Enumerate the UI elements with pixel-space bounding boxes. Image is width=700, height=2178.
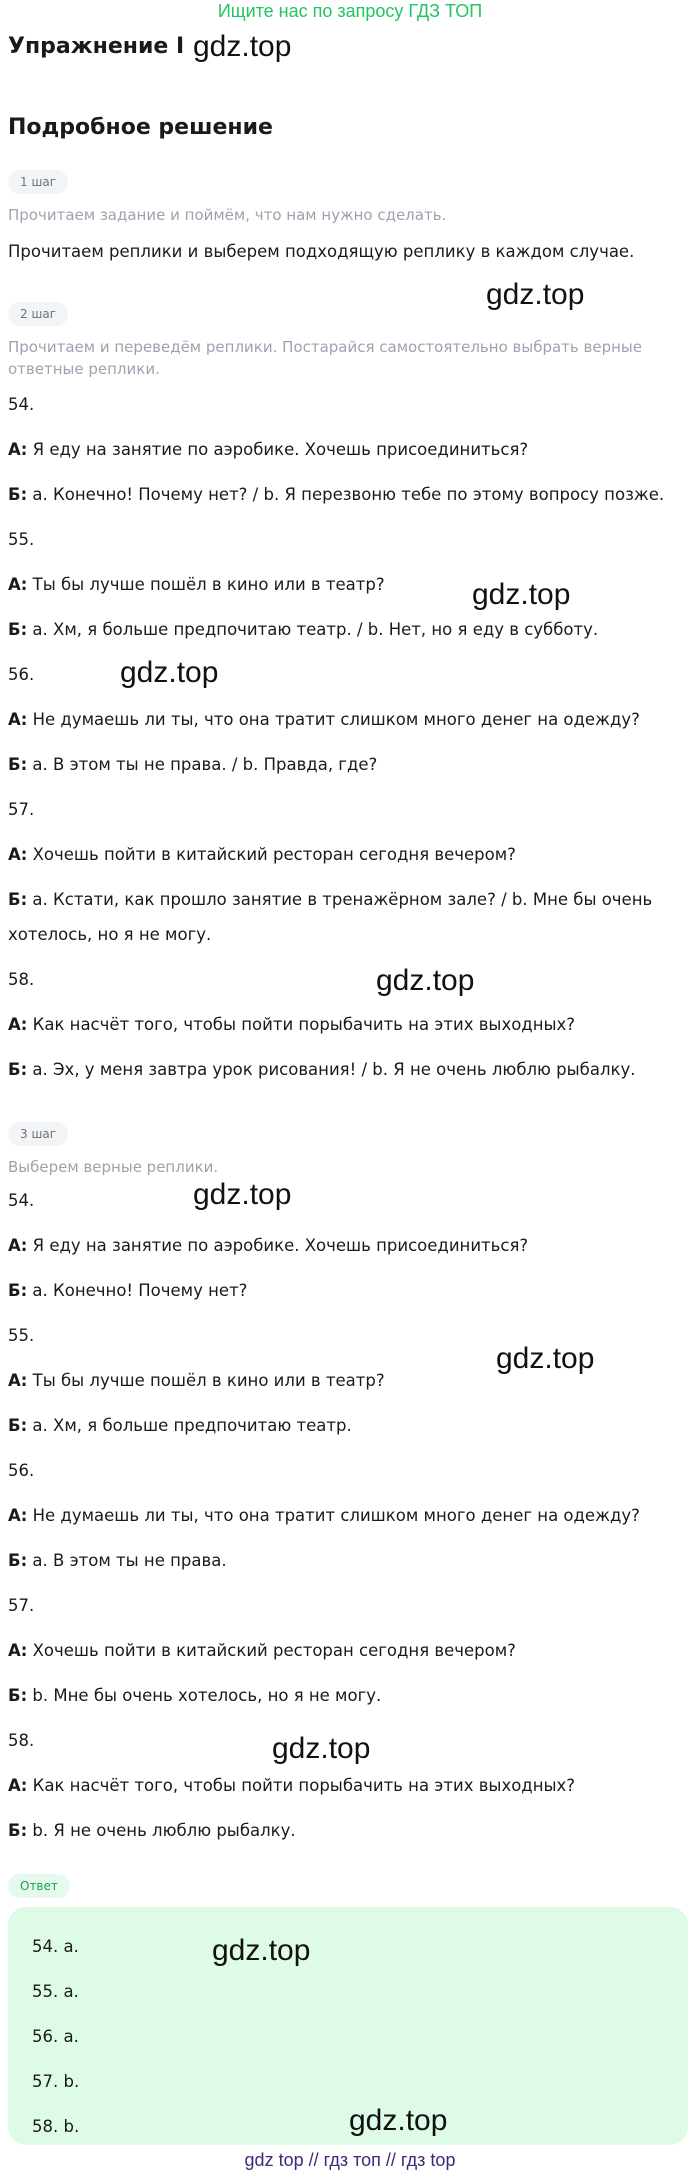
watermark: gdz.top: [472, 578, 571, 611]
speaker-a: А:: [8, 440, 28, 459]
speaker-b: Б:: [8, 755, 28, 774]
step2-line-a-57: [8, 837, 678, 872]
replica-text: Хочешь пойти в китайский ресторан сегодня вечером?: [27, 845, 516, 864]
speaker-b: Б:: [8, 1821, 28, 1840]
replica-text: a. Конечно! Почему нет?: [27, 1281, 248, 1300]
speaker-a: А:: [8, 710, 28, 729]
exercise-title: Упражнение I: [8, 34, 185, 59]
step2-num-54: 54.: [8, 395, 35, 414]
footer-links: gdz top // гдз топ // гдз top: [244, 2150, 456, 2170]
speaker-a: А:: [8, 1015, 28, 1034]
step3-line-b-58: [8, 1813, 678, 1848]
step2-line-b-56: [8, 747, 678, 782]
step2-line-a-55: [8, 567, 678, 602]
replica-text: Ты бы лучше пошёл в кино или в театр?: [27, 1371, 385, 1390]
watermark: gdz.top: [193, 1178, 292, 1211]
speaker-b: Б:: [8, 1416, 28, 1435]
step3-num-57: 57.: [8, 1596, 35, 1615]
step2-line-a-54: [8, 432, 678, 467]
speaker-b: Б:: [8, 1281, 28, 1300]
step2-num-58: 58.: [8, 970, 35, 989]
speaker-b: Б:: [8, 890, 28, 909]
answer-item: 58. b.: [32, 2117, 80, 2136]
speaker-b: Б:: [8, 620, 28, 639]
replica-text: a. Хм, я больше предпочитаю театр. / b. Нет, но я еду в субботу.: [27, 620, 599, 639]
speaker-b: Б:: [8, 1551, 28, 1570]
watermark: gdz.top: [212, 1934, 311, 1967]
step2-line-a-58: [8, 1007, 678, 1042]
speaker-b: Б:: [8, 1060, 28, 1079]
replica-text: a. Эх, у меня завтра урок рисования! / b. Я не очень люблю рыбалку.: [27, 1060, 636, 1079]
speaker-a: А:: [8, 1641, 28, 1660]
replica-text: Я еду на занятие по аэробике. Хочешь присоединиться?: [27, 1236, 529, 1255]
step2-num-56: 56.: [8, 665, 35, 684]
step-1-note: Прочитаем задание и поймём, что нам нужно сделать.: [8, 206, 447, 224]
top-banner: Ищите нас по запросу ГДЗ ТОП: [217, 1, 483, 21]
step3-num-56: 56.: [8, 1461, 35, 1480]
watermark: gdz.top: [496, 1342, 595, 1375]
replica-text: Не думаешь ли ты, что она тратит слишком много денег на одежду?: [27, 710, 640, 729]
answers-panel: [8, 1907, 688, 2145]
speaker-b: Б:: [8, 485, 28, 504]
step-3-badge: 3 шаг: [8, 1122, 68, 1146]
replica-text: a. Кстати, как прошло занятие в тренажёрном зале? / b. Мне бы очень хотелось, но я не могу.: [8, 890, 653, 944]
speaker-a: А:: [8, 1506, 28, 1525]
watermark: gdz.top: [376, 964, 475, 997]
step-3-note: Выберем верные реплики.: [8, 1158, 219, 1176]
replica-text: Как насчёт того, чтобы пойти порыбачить на этих выходных?: [27, 1015, 576, 1034]
step2-line-a-56: [8, 702, 678, 737]
step3-line-a-56: [8, 1498, 678, 1533]
step-2-note: Прочитаем и переведём реплики. Постарайся самостоятельно выбрать верные ответные реплики.: [8, 338, 642, 378]
watermark: gdz.top: [272, 1732, 371, 1765]
answer-item: 56. a.: [32, 2027, 79, 2046]
watermark: gdz.top: [486, 278, 585, 311]
step-1-badge: 1 шаг: [8, 170, 68, 194]
replica-text: b. Я не очень люблю рыбалку.: [27, 1821, 296, 1840]
watermark: gdz.top: [120, 656, 219, 689]
speaker-a: А:: [8, 1236, 28, 1255]
step3-num-55: 55.: [8, 1326, 35, 1345]
section-title: Подробное решение: [8, 115, 273, 140]
step2-line-b-54: [8, 477, 678, 512]
step-1-text: Прочитаем реплики и выберем подходящую реплику в каждом случае.: [8, 242, 635, 261]
replica-text: a. Конечно! Почему нет? / b. Я перезвоню тебе по этому вопросу позже.: [27, 485, 665, 504]
step3-num-54: 54.: [8, 1191, 35, 1210]
speaker-a: А:: [8, 1371, 28, 1390]
step3-line-a-54: [8, 1228, 678, 1263]
step3-line-a-57: [8, 1633, 678, 1668]
replica-text: Не думаешь ли ты, что она тратит слишком много денег на одежду?: [27, 1506, 640, 1525]
answer-item: 57. b.: [32, 2072, 80, 2091]
answer-badge: Ответ: [8, 1874, 70, 1898]
watermark: gdz.top: [193, 30, 292, 63]
step3-line-b-54: [8, 1273, 678, 1308]
speaker-a: А:: [8, 575, 28, 594]
step2-num-57: 57.: [8, 800, 35, 819]
speaker-b: Б:: [8, 1686, 28, 1705]
step3-line-a-58: [8, 1768, 678, 1803]
replica-text: Хочешь пойти в китайский ресторан сегодня вечером?: [27, 1641, 516, 1660]
replica-text: a. В этом ты не права.: [27, 1551, 227, 1570]
replica-text: a. Хм, я больше предпочитаю театр.: [27, 1416, 352, 1435]
replica-text: b. Мне бы очень хотелось, но я не могу.: [27, 1686, 382, 1705]
step2-line-b-57: [8, 882, 678, 952]
watermark: gdz.top: [349, 2104, 448, 2137]
speaker-a: А:: [8, 845, 28, 864]
replica-text: a. В этом ты не права. / b. Правда, где?: [27, 755, 378, 774]
step-2-badge: 2 шаг: [8, 302, 68, 326]
step2-line-b-58: [8, 1052, 678, 1087]
step3-line-b-55: [8, 1408, 678, 1443]
replica-text: Как насчёт того, чтобы пойти порыбачить на этих выходных?: [27, 1776, 576, 1795]
step3-line-b-56: [8, 1543, 678, 1578]
step3-num-58: 58.: [8, 1731, 35, 1750]
replica-text: Ты бы лучше пошёл в кино или в театр?: [27, 575, 385, 594]
speaker-a: А:: [8, 1776, 28, 1795]
answer-item: 55. a.: [32, 1982, 79, 2001]
replica-text: Я еду на занятие по аэробике. Хочешь присоединиться?: [27, 440, 529, 459]
step2-num-55: 55.: [8, 530, 35, 549]
answer-item: 54. a.: [32, 1937, 79, 1956]
step3-line-b-57: [8, 1678, 678, 1713]
step2-line-b-55: [8, 612, 678, 647]
